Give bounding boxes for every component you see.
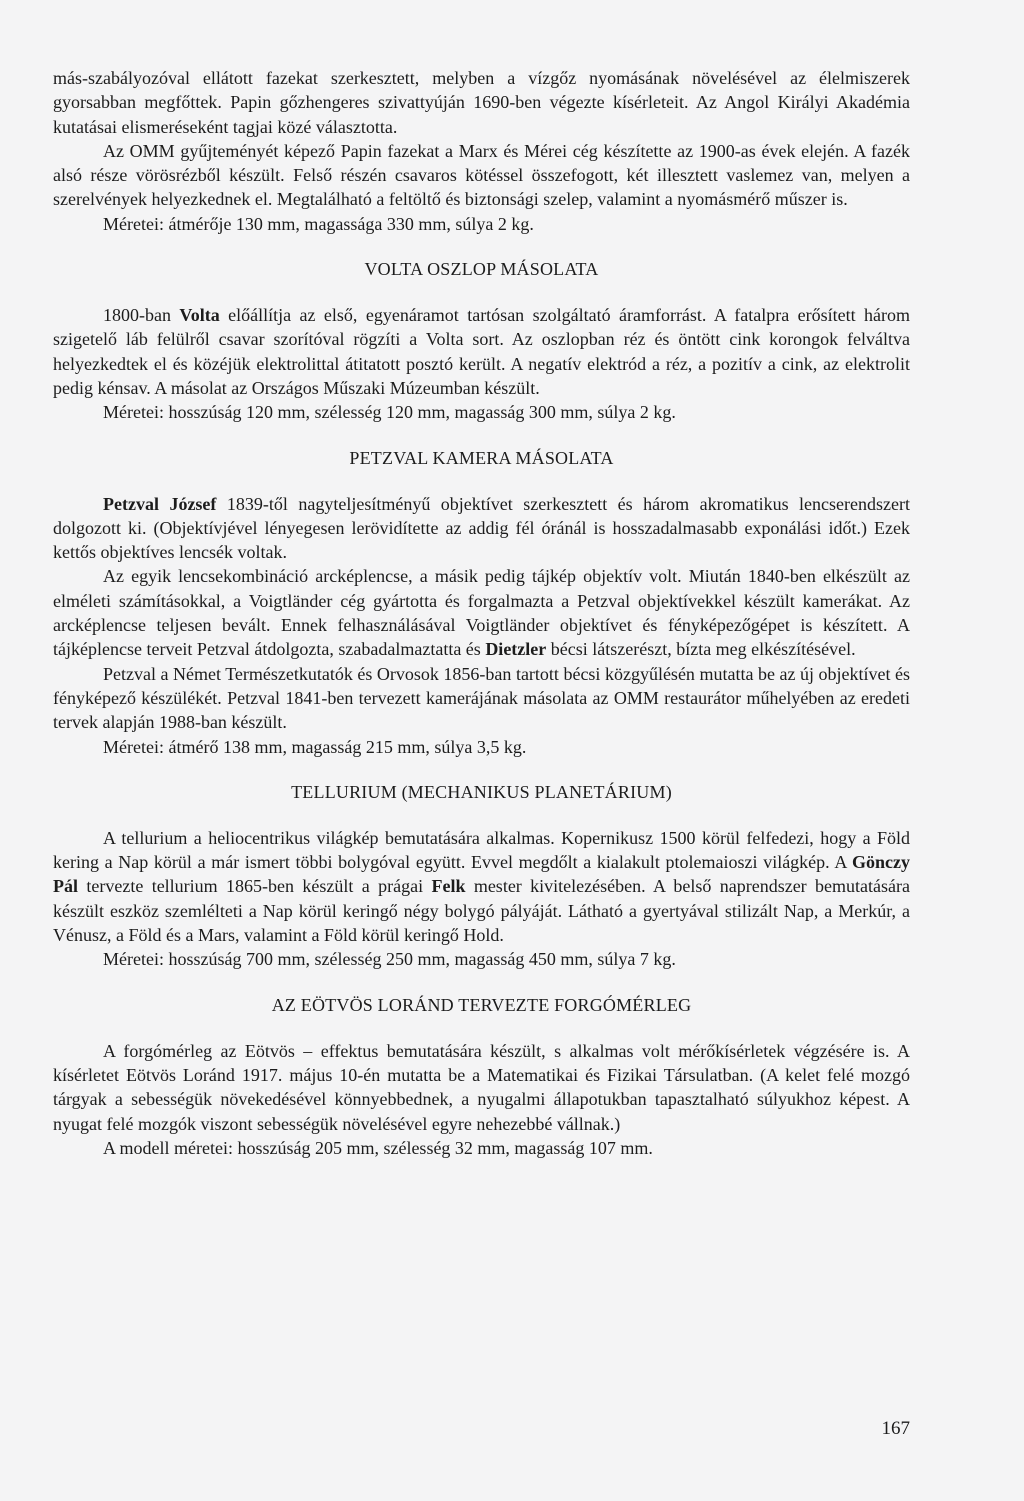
petzval-name: Petzval József bbox=[103, 493, 217, 514]
volta-text-post: előállítja az első, egyenáramot tartósan szolgáltató áramforrást. A fatalpra erősített három szigetelő láb felülről csavar szorítóval rögzíti a Volta sort. Az oszlopban réz és öntött cink korongok felváltva helyezkedtek el és közéjük elektrolittal átitatott posztó került. A negatív elektród a réz, a pozitív a cink, az elektrolit pedig kénsav. A másolat az Országos Műszaki Múzeumban készült. bbox=[53, 305, 911, 398]
tellurium-dimensions-paragraph: Méretei: hosszúság 700 mm, szélesség 250 mm, magasság 450 mm, súlya 7 kg. bbox=[103, 949, 676, 970]
petzval-dimensions-paragraph: Méretei: átmérő 138 mm, magasság 215 mm, súlya 3,5 kg. bbox=[103, 736, 527, 757]
dietzler-name: Dietzler bbox=[485, 639, 547, 660]
petzval-history-paragraph: Petzval a Német Természetkutatók és Orvosok 1856-ban tartott bécsi közgyűlésén mutatta be az új objektívet és fényképező készülékét. Petzval 1841-ben tervezett kamerájának másolata az OMM restaurátor műhelyében az eredeti tervek alapján 1988-ban készült. bbox=[53, 663, 910, 733]
petzval-lens-paragraph bbox=[53, 564, 910, 661]
page-number: 167 bbox=[881, 1418, 910, 1439]
eotvos-heading: AZ EÖTVÖS LORÁND TERVEZTE FORGÓMÉRLEG bbox=[271, 994, 692, 1015]
volta-dimensions-paragraph: Méretei: hosszúság 120 mm, szélesség 120 mm, magasság 300 mm, súlya 2 kg. bbox=[103, 402, 676, 423]
papin-dimensions-paragraph: Méretei: átmérője 130 mm, magassága 330 mm, súlya 2 kg. bbox=[103, 213, 534, 234]
volta-name: Volta bbox=[179, 305, 220, 326]
papin-omm-paragraph: Az OMM gyűjteményét képező Papin fazekat a Marx és Mérei cég készítette az 1900-as évek elején. A fazék alsó része vörösrézből készült. Felső részén csavaros kötéssel összefogott, két illesztett vaslemez van, melyen a szerelvények helyezkednek el. Megtalálható a feltöltő és biztonsági szelep, valamint a nyomásmérő műszer is. bbox=[53, 140, 910, 210]
petzval-lens-text-post: bécsi látszerészt, bízta meg elkészítésével. bbox=[546, 639, 856, 660]
tellurium-text-pre: A tellurium a heliocentrikus világkép bemutatására alkalmas. Kopernikusz 1500 körül felfedezi, hogy a Föld kering a Nap körül a már ismert többi bolygóval együtt. Evvel megdőlt a kialakult ptolemaioszi világkép. A bbox=[53, 827, 910, 873]
eotvos-description-paragraph: A forgómérleg az Eötvös – effektus bemutatására készült, s alkalmas volt mérőkísérletek végzésére is. A kísérletet Eötvös Loránd 1917. május 10-én mutatta be a Matematikai és Fizikai Társulatban. (A kelet felé mozgó tárgyak a sebességük növekedésével könnyebbednek, a nyugalmi állapotukban tapasztalható súlyukhoz képest. A nyugat felé mozgók viszont sebességük növelésével egyre nehezebbé vállnak.) bbox=[53, 1040, 910, 1134]
tellurium-description-paragraph bbox=[53, 826, 910, 947]
papin-continuation-paragraph: más-szabályozóval ellátott fazekat szerkesztett, melyben a vízgőz nyomásának növelésével az élelmiszerek gyorsabban megfőttek. Papin gőzhengeres szivattyúján 1690-ben végezte kísérleteit. Az Angol Királyi Akadémia kutatásai elismeréseként tagjai közé választotta. bbox=[53, 68, 910, 137]
volta-text-pre: 1800-ban bbox=[103, 305, 180, 326]
text-column bbox=[53, 66, 910, 1160]
petzval-lens-text-pre: Az egyik lencsekombináció arcképlencse, a másik pedig tájkép objektív volt. Miután 1840-ben elkészült az elméleti számításokkal, a Voigtländer cég gyártotta és forgalmazta a Petzval objektívekkel készült kamerákat. Az arcképlencse teljesen bevált. Ennek felhasználásával Voigtländer objektívet és fényképezőgépet is készített. A tájképlencse terveit Petzval átdolgozta, szabadalmaztatta és bbox=[53, 566, 910, 660]
volta-description-paragraph bbox=[53, 303, 910, 400]
tellurium-text-mid: tervezte tellurium 1865-ben készült a prágai bbox=[78, 876, 432, 897]
petzval-intro-paragraph bbox=[53, 492, 910, 565]
felk-name: Felk bbox=[431, 876, 466, 897]
tellurium-text-post: mester kivitelezésében. A belső naprendszer bemutatására készült eszköz szemlélteti a Nap körül keringő négy bolygó pályáját. Látható a gyertyával stilizált Nap, a Merkúr, a Vénusz, a Föld és a Mars, valamint a Föld körül keringő Hold. bbox=[53, 876, 910, 946]
tellurium-heading: TELLURIUM (MECHANIKUS PLANETÁRIUM) bbox=[291, 781, 672, 802]
volta-heading: VOLTA OSZLOP MÁSOLATA bbox=[364, 259, 599, 280]
eotvos-dimensions-paragraph: A modell méretei: hosszúság 205 mm, szélesség 32 mm, magasság 107 mm. bbox=[103, 1137, 653, 1158]
gonczy-name: Gönczy Pál bbox=[53, 852, 910, 897]
petzval-heading: PETZVAL KAMERA MÁSOLATA bbox=[349, 447, 614, 468]
petzval-intro-text: 1839-től nagyteljesítményű objektívet szerkesztett és három akromatikus lencserendszert dolgozott ki. (Objektívjével lényegesen lerövidítette az addig fél óránál is hosszadalmasabb exponálási időt.) Ezek kettős objektíves lencsék voltak. bbox=[53, 493, 910, 563]
